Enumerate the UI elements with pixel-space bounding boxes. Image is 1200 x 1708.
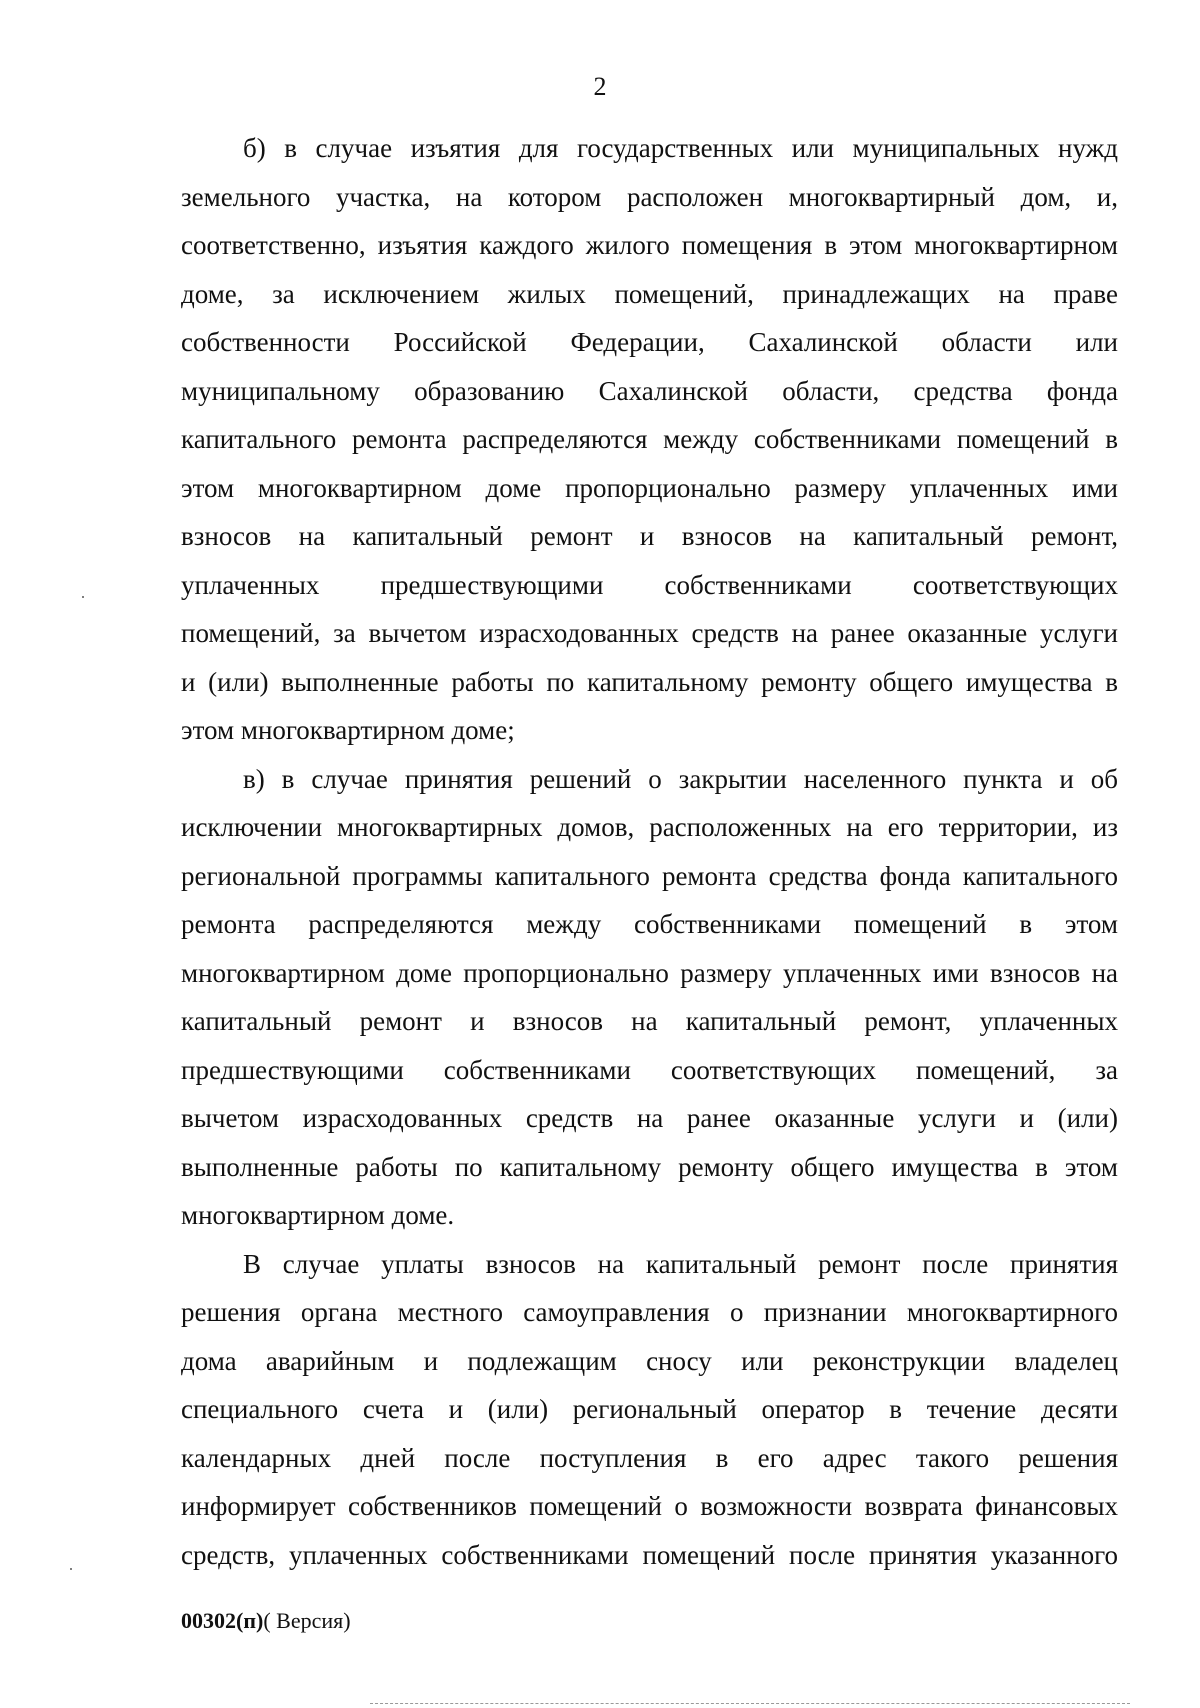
text-line: капитальный ремонт и взносов на капитальный ремонт, уплаченных — [181, 1006, 1118, 1036]
document-code: 00302(п) — [181, 1608, 264, 1633]
text-line: в) в случае принятия решений о закрытии населенного пункта и об — [243, 763, 1118, 794]
text-line: многоквартирном доме. — [181, 1200, 455, 1230]
text-line: предшествующими собственниками соответствующих помещений, за — [181, 1054, 1118, 1085]
text-line: вычетом израсходованных средств на ранее оказанные услуги и (или) — [181, 1103, 1118, 1133]
scan-edge-line — [370, 1703, 1130, 1704]
text-line: решения органа местного самоуправления о признании многоквартирного — [181, 1297, 1118, 1327]
text-line: исключении многоквартирных домов, расположенных на его территории, из — [181, 812, 1118, 842]
text-line: и (или) выполненные работы по капитальному ремонту общего имущества в — [181, 666, 1118, 697]
text-line: информирует собственников помещений о возможности возврата финансовых — [181, 1491, 1118, 1521]
text-line: дома аварийным и подлежащим сносу или реконструкции владелец — [181, 1345, 1118, 1376]
page-number: 2 — [593, 72, 607, 101]
text-line: муниципальному образованию Сахалинской области, средства фонда — [181, 375, 1118, 406]
text-line: этом многоквартирном доме пропорционально размеру уплаченных ими — [181, 472, 1118, 503]
text-line: этом многоквартирном доме; — [181, 715, 515, 745]
document-version: ( Версия) — [263, 1608, 351, 1633]
text-line: многоквартирном доме пропорционально размеру уплаченных ими взносов на — [181, 957, 1118, 988]
text-line: В случае уплаты взносов на капитальный ремонт после принятия — [243, 1248, 1118, 1279]
text-line: соответственно, изъятия каждого жилого помещения в этом многоквартирном — [181, 230, 1118, 260]
paragraph-b — [181, 124, 1118, 755]
scan-speck — [70, 1568, 72, 1570]
text-line: ремонта распределяются между собственниками помещений в этом — [181, 909, 1118, 939]
paragraph-v — [181, 755, 1118, 1240]
document-footer — [181, 1606, 351, 1636]
document-body — [181, 124, 1118, 1579]
text-line: собственности Российской Федерации, Сахалинской области или — [181, 327, 1118, 357]
text-line: взносов на капитальный ремонт и взносов на капитальный ремонт, — [181, 521, 1118, 551]
text-line: земельного участка, на котором расположен многоквартирный дом, и, — [181, 181, 1118, 212]
text-line: помещений, за вычетом израсходованных средств на ранее оказанные услуги — [181, 618, 1118, 648]
text-line: выполненные работы по капитальному ремонту общего имущества в этом — [181, 1151, 1118, 1182]
text-line: уплаченных предшествующими собственниками соответствующих — [181, 569, 1118, 600]
scan-speck — [82, 596, 84, 598]
text-line: доме, за исключением жилых помещений, принадлежащих на праве — [181, 278, 1118, 309]
paragraph-payment — [181, 1240, 1118, 1580]
text-line: региональной программы капитального ремонта средства фонда капитального — [181, 860, 1118, 891]
text-line: средств, уплаченных собственниками помещений после принятия указанного — [181, 1539, 1118, 1570]
text-line: б) в случае изъятия для государственных или муниципальных нужд — [243, 133, 1118, 163]
text-line: капитального ремонта распределяются между собственниками помещений в — [181, 424, 1118, 454]
text-line: специального счета и (или) региональный оператор в течение десяти — [181, 1394, 1118, 1424]
text-line: календарных дней после поступления в его адрес такого решения — [181, 1442, 1118, 1473]
